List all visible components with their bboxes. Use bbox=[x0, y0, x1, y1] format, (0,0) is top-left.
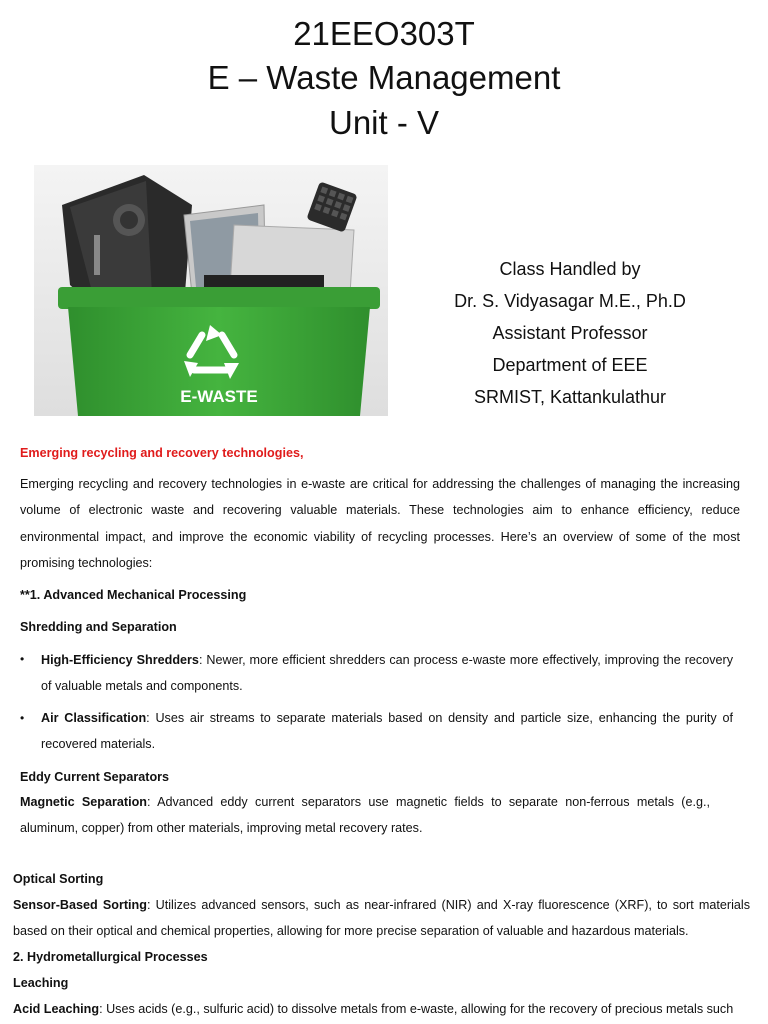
department: Department of EEE bbox=[492, 355, 648, 375]
magnetic-body: : Advanced eddy current separators use magnetic fields to separate non-ferrous metals (e.g., aluminum, copper) from other materials, improving metal recovery rates. bbox=[20, 795, 710, 836]
magnetic-separation-paragraph bbox=[20, 789, 710, 842]
heading-optical-sorting: Optical Sorting bbox=[13, 872, 104, 886]
bullet-term: High-Efficiency Shredders bbox=[41, 653, 199, 667]
instructor-title: Assistant Professor bbox=[492, 323, 648, 343]
ewaste-bin-photo bbox=[34, 165, 388, 416]
bullet-air-classification bbox=[41, 705, 733, 758]
bullet-term: Air Classification bbox=[41, 711, 147, 725]
bullet-body: : Uses air streams to separate materials based on density and particle size, enhancing the purity of recovered materials. bbox=[41, 711, 733, 752]
unit-title: Unit - V bbox=[328, 104, 440, 141]
heading-eddy-current: Eddy Current Separators bbox=[20, 770, 170, 784]
heading-shredding: Shredding and Separation bbox=[20, 620, 177, 634]
heading-hydrometallurgical: 2. Hydrometallurgical Processes bbox=[13, 950, 208, 964]
bullet-marker: • bbox=[20, 652, 25, 666]
sensor-term: Sensor-Based Sorting bbox=[13, 898, 147, 912]
sensor-sorting-paragraph bbox=[13, 892, 750, 945]
acid-body: : Uses acids (e.g., sulfuric acid) to dissolve metals from e-waste, allowing for the recovery of precious metals such bbox=[99, 1002, 734, 1016]
bin-label: E-WASTE bbox=[180, 387, 258, 406]
bullet-body: : Newer, more efficient shredders can process e-waste more effectively, improving the recovery of valuable metals and components. bbox=[41, 653, 733, 694]
intro-paragraph: Emerging recycling and recovery technologies in e-waste are critical for addressing the challenges of managing the increasing volume of electronic waste and recovering valuable materials. These technologies aim to enhance efficiency, reduce environmental impact, and improve the economic viability of recycling processes. Here’s an overview of some of the most promising technologies: bbox=[20, 477, 740, 571]
sensor-body: : Utilizes advanced sensors, such as near-infrared (NIR) and X-ray fluorescence (XRF), to sort materials based on their optical and chemical properties, allowing for more precise separation of valuable and hazardous materials. bbox=[13, 898, 751, 939]
heading-advanced-mechanical: **1. Advanced Mechanical Processing bbox=[20, 588, 247, 602]
bullet-marker: • bbox=[20, 711, 25, 725]
course-code: 21EEO303T bbox=[293, 15, 475, 52]
bullet-shredders bbox=[41, 647, 733, 700]
course-title: E – Waste Management bbox=[207, 59, 561, 96]
acid-term: Acid Leaching bbox=[13, 1002, 100, 1016]
instructor-name: Dr. S. Vidyasagar M.E., Ph.D bbox=[454, 291, 686, 311]
institution: SRMIST, Kattankulathur bbox=[473, 387, 667, 407]
instructor-credits bbox=[400, 253, 740, 413]
acid-leaching-line bbox=[13, 1002, 733, 1016]
section-heading: Emerging recycling and recovery technologies, bbox=[20, 446, 304, 460]
heading-leaching: Leaching bbox=[13, 976, 69, 990]
magnetic-term: Magnetic Separation bbox=[20, 795, 147, 809]
credits-line: Class Handled by bbox=[499, 259, 641, 279]
